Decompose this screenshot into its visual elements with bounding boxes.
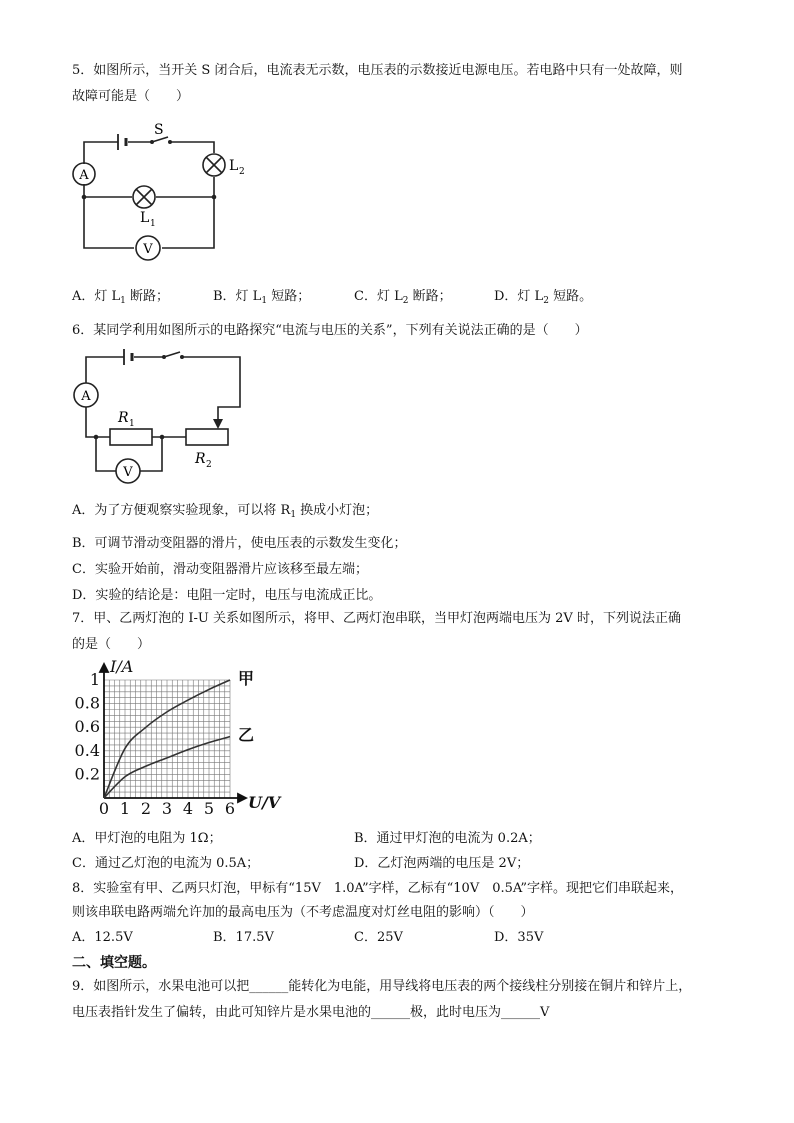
q6-r1-sub: 1 <box>129 419 135 429</box>
y-axis-arrow <box>100 664 108 672</box>
q6-option-d[interactable]: D．实验的结论是：电阻一定时，电压与电流成正比。 <box>72 588 382 603</box>
q6-option-b[interactable]: B．可调节滑动变阻器的滑片，使电压表的示数发生变化； <box>72 536 407 551</box>
q9-stem-line1[interactable]: 9．如图所示，水果电池可以把______能转化为电能，用导线将电压表的两个接线柱分别接在铜片和锌片上， <box>72 979 692 994</box>
y-tick-label: 1 <box>89 670 100 689</box>
q5-switch-label: S <box>154 122 164 138</box>
q6-r2-sub: 2 <box>206 460 212 470</box>
x-axis-arrow <box>238 794 246 802</box>
q5-stem-line1: 5．如图所示，当开关 S 闭合后，电流表无示数，电压表的示数接近电源电压。若电路中只有一处故障，则 <box>72 63 683 78</box>
y-tick-label: 0.4 <box>74 740 100 760</box>
q5-lamp1-label: L <box>140 210 150 226</box>
q6-r2-label: R <box>195 451 206 467</box>
x-tick-label: 5 <box>203 799 215 818</box>
x-tick-label: 4 <box>182 799 194 818</box>
q6-voltmeter-label: V <box>123 465 133 480</box>
q7-stem-line2: 的是（ ） <box>72 637 151 652</box>
x-tick-label: 6 <box>224 799 236 818</box>
q5-ammeter-label: A <box>79 168 89 183</box>
q5-stem-line2: 故障可能是（ ） <box>72 89 190 104</box>
x-tick-label: 3 <box>161 799 173 818</box>
section-heading-fill-blank: 二、填空题。 <box>72 955 156 971</box>
q6-stem: 6．某同学利用如图所示的电路探究“电流与电压的关系”，下列有关说法正确的是（ ） <box>72 323 588 338</box>
q5-option-a[interactable]: A．灯 $L_1$ 断路； <box>72 289 170 306</box>
q5-lamp2-label: L <box>229 158 239 174</box>
q7-option-d[interactable]: D．乙灯泡两端的电压是 2V； <box>354 856 530 871</box>
y-tick-label: 0.6 <box>74 717 100 737</box>
x-tick-label: 0 <box>98 799 110 818</box>
q6-r1-label: R <box>118 410 129 426</box>
q7-option-a[interactable]: A．甲灯泡的电阻为 1Ω； <box>72 831 222 846</box>
q5-option-d[interactable]: D．灯 $L_2$ 短路。 <box>494 289 593 306</box>
series-name-label: 乙 <box>238 725 255 745</box>
q5-lamp1-sub: 1 <box>150 219 156 229</box>
q6-circuit-diagram <box>72 345 252 485</box>
q7-iu-chart <box>72 660 292 820</box>
q7-option-b[interactable]: B．通过甲灯泡的电流为 0.2A； <box>354 831 541 846</box>
q5-option-b[interactable]: B．灯 $L_1$ 短路； <box>213 289 311 306</box>
series-name-label: 甲 <box>238 669 255 688</box>
q8-stem-line2: 则该串联电路两端允许加的最高电压为（不考虑温度对灯丝电阻的影响）（ ） <box>72 905 534 920</box>
q6-ammeter-label: A <box>81 389 91 404</box>
q5-circuit-diagram <box>72 120 252 268</box>
q8-option-b[interactable]: B．17.5V <box>213 930 274 945</box>
x-axis-label: U/V <box>248 793 281 812</box>
y-tick-label: 0.2 <box>74 764 100 784</box>
q8-option-c[interactable]: C．25V <box>354 930 403 945</box>
q8-stem-line1: 8．实验室有甲、乙两只灯泡，甲标有“15V 1.0A”字样，乙标有“10V 0.5A”字样。现把它们串联起来， <box>72 881 684 896</box>
x-tick-label: 1 <box>119 799 131 818</box>
q6-option-a[interactable]: A．为了方便观察实验现象，可以将 $R_1$ 换成小灯泡； <box>72 503 379 520</box>
q6-option-c[interactable]: C．实验开始前，滑动变阻器滑片应该移至最左端； <box>72 562 368 577</box>
q7-stem-line1: 7．甲、乙两灯泡的 I-U 关系如图所示，将甲、乙两灯泡串联，当甲灯泡两端电压为 2V 时，下列说法正确 <box>72 611 681 626</box>
q7-option-c[interactable]: C．通过乙灯泡的电流为 0.5A； <box>72 856 260 871</box>
q8-option-d[interactable]: D．35V <box>494 930 544 945</box>
q5-voltmeter-label: V <box>143 242 153 257</box>
q5-lamp2-sub: 2 <box>239 167 245 177</box>
y-axis-label: I/A <box>110 660 134 676</box>
y-tick-label: 0.8 <box>74 693 100 713</box>
q9-stem-line2[interactable]: 电压表指针发生了偏转，由此可知锌片是水果电池的______极，此时电压为______V <box>72 1005 550 1020</box>
q8-option-a[interactable]: A．12.5V <box>72 930 133 945</box>
q5-option-c[interactable]: C．灯 $L_2$ 断路； <box>354 289 452 306</box>
x-tick-label: 2 <box>140 799 152 818</box>
